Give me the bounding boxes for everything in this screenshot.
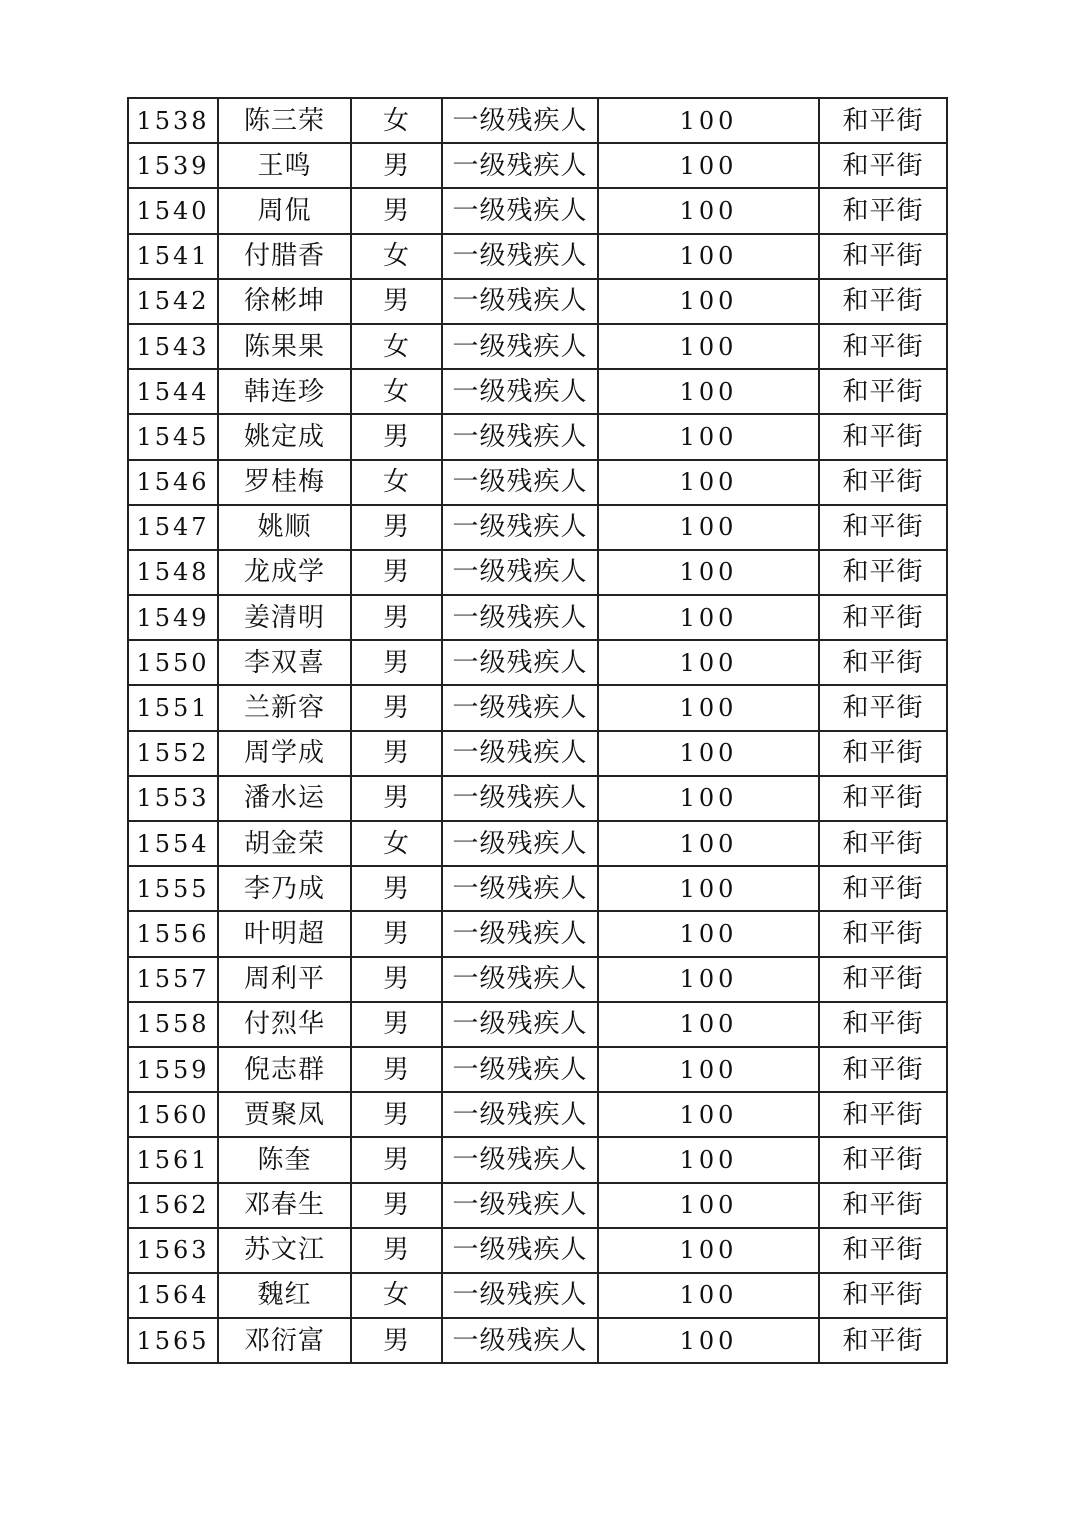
area-cell: 和平街 [819,1228,947,1273]
area-cell: 和平街 [819,1273,947,1318]
amount-cell: 100 [598,866,819,911]
name-cell: 陈奎 [218,1137,351,1182]
name-cell: 贾聚凤 [218,1092,351,1137]
gender-cell: 男 [351,414,442,459]
gender-cell: 男 [351,1002,442,1047]
gender-cell: 女 [351,1273,442,1318]
gender-cell: 女 [351,98,442,143]
area-cell: 和平街 [819,595,947,640]
disability-level-cell: 一级残疾人 [442,1092,598,1137]
disability-level-cell: 一级残疾人 [442,550,598,595]
name-cell: 付腊香 [218,234,351,279]
name-cell: 胡金荣 [218,821,351,866]
amount-cell: 100 [598,98,819,143]
gender-cell: 男 [351,1318,442,1363]
area-cell: 和平街 [819,685,947,730]
table-row [128,369,947,414]
gender-cell: 女 [351,324,442,369]
area-cell: 和平街 [819,188,947,233]
table-row [128,414,947,459]
table-row [128,460,947,505]
name-cell: 姚顺 [218,505,351,550]
amount-cell: 100 [598,1047,819,1092]
gender-cell: 男 [351,1228,442,1273]
area-cell: 和平街 [819,1183,947,1228]
amount-cell: 100 [598,234,819,279]
serial-number-cell: 1538 [128,98,218,143]
gender-cell: 男 [351,143,442,188]
serial-number-cell: 1551 [128,685,218,730]
table-row [128,550,947,595]
disability-level-cell: 一级残疾人 [442,595,598,640]
table-row [128,731,947,776]
table-row [128,505,947,550]
name-cell: 龙成学 [218,550,351,595]
disability-level-cell: 一级残疾人 [442,505,598,550]
amount-cell: 100 [598,369,819,414]
area-cell: 和平街 [819,866,947,911]
table-row [128,143,947,188]
disability-level-cell: 一级残疾人 [442,957,598,1002]
gender-cell: 男 [351,1047,442,1092]
disability-level-cell: 一级残疾人 [442,234,598,279]
gender-cell: 男 [351,1183,442,1228]
gender-cell: 男 [351,685,442,730]
name-cell: 罗桂梅 [218,460,351,505]
gender-cell: 男 [351,776,442,821]
gender-cell: 女 [351,234,442,279]
table-row [128,640,947,685]
disability-level-cell: 一级残疾人 [442,188,598,233]
name-cell: 李双喜 [218,640,351,685]
serial-number-cell: 1541 [128,234,218,279]
amount-cell: 100 [598,821,819,866]
amount-cell: 100 [598,1273,819,1318]
serial-number-cell: 1540 [128,188,218,233]
gender-cell: 男 [351,957,442,1002]
serial-number-cell: 1553 [128,776,218,821]
area-cell: 和平街 [819,821,947,866]
roster-table [127,97,948,1364]
name-cell: 苏文江 [218,1228,351,1273]
amount-cell: 100 [598,595,819,640]
table-row [128,1273,947,1318]
serial-number-cell: 1554 [128,821,218,866]
table-row [128,98,947,143]
area-cell: 和平街 [819,1002,947,1047]
area-cell: 和平街 [819,279,947,324]
name-cell: 潘水运 [218,776,351,821]
table-row [128,1137,947,1182]
disability-level-cell: 一级残疾人 [442,143,598,188]
table-row [128,685,947,730]
name-cell: 邓春生 [218,1183,351,1228]
name-cell: 周利平 [218,957,351,1002]
amount-cell: 100 [598,1318,819,1363]
name-cell: 韩连珍 [218,369,351,414]
gender-cell: 男 [351,1092,442,1137]
serial-number-cell: 1560 [128,1092,218,1137]
serial-number-cell: 1563 [128,1228,218,1273]
gender-cell: 男 [351,279,442,324]
amount-cell: 100 [598,640,819,685]
amount-cell: 100 [598,1092,819,1137]
table-row [128,866,947,911]
name-cell: 陈果果 [218,324,351,369]
serial-number-cell: 1552 [128,731,218,776]
area-cell: 和平街 [819,731,947,776]
area-cell: 和平街 [819,369,947,414]
disability-level-cell: 一级残疾人 [442,821,598,866]
name-cell: 付烈华 [218,1002,351,1047]
table-row [128,821,947,866]
disability-level-cell: 一级残疾人 [442,414,598,459]
serial-number-cell: 1564 [128,1273,218,1318]
gender-cell: 男 [351,595,442,640]
amount-cell: 100 [598,550,819,595]
name-cell: 魏红 [218,1273,351,1318]
amount-cell: 100 [598,1228,819,1273]
serial-number-cell: 1546 [128,460,218,505]
table-row [128,188,947,233]
disability-level-cell: 一级残疾人 [442,460,598,505]
name-cell: 徐彬坤 [218,279,351,324]
gender-cell: 女 [351,369,442,414]
amount-cell: 100 [598,957,819,1002]
gender-cell: 男 [351,550,442,595]
serial-number-cell: 1556 [128,911,218,956]
serial-number-cell: 1550 [128,640,218,685]
disability-level-cell: 一级残疾人 [442,1047,598,1092]
gender-cell: 男 [351,505,442,550]
area-cell: 和平街 [819,143,947,188]
name-cell: 姚定成 [218,414,351,459]
amount-cell: 100 [598,505,819,550]
gender-cell: 男 [351,640,442,685]
disability-level-cell: 一级残疾人 [442,1273,598,1318]
area-cell: 和平街 [819,776,947,821]
area-cell: 和平街 [819,1092,947,1137]
area-cell: 和平街 [819,911,947,956]
serial-number-cell: 1539 [128,143,218,188]
table-row [128,1047,947,1092]
disability-level-cell: 一级残疾人 [442,1318,598,1363]
serial-number-cell: 1565 [128,1318,218,1363]
area-cell: 和平街 [819,324,947,369]
area-cell: 和平街 [819,1318,947,1363]
table-row [128,324,947,369]
roster-table-body [128,98,947,1363]
disability-level-cell: 一级残疾人 [442,866,598,911]
name-cell: 李乃成 [218,866,351,911]
area-cell: 和平街 [819,414,947,459]
amount-cell: 100 [598,1137,819,1182]
serial-number-cell: 1544 [128,369,218,414]
gender-cell: 男 [351,866,442,911]
serial-number-cell: 1557 [128,957,218,1002]
area-cell: 和平街 [819,505,947,550]
name-cell: 周学成 [218,731,351,776]
serial-number-cell: 1542 [128,279,218,324]
gender-cell: 男 [351,911,442,956]
serial-number-cell: 1561 [128,1137,218,1182]
area-cell: 和平街 [819,234,947,279]
area-cell: 和平街 [819,1137,947,1182]
name-cell: 叶明超 [218,911,351,956]
disability-level-cell: 一级残疾人 [442,369,598,414]
amount-cell: 100 [598,414,819,459]
disability-level-cell: 一级残疾人 [442,98,598,143]
amount-cell: 100 [598,685,819,730]
table-row [128,279,947,324]
serial-number-cell: 1562 [128,1183,218,1228]
area-cell: 和平街 [819,460,947,505]
disability-level-cell: 一级残疾人 [442,1228,598,1273]
serial-number-cell: 1545 [128,414,218,459]
disability-level-cell: 一级残疾人 [442,324,598,369]
amount-cell: 100 [598,324,819,369]
amount-cell: 100 [598,279,819,324]
area-cell: 和平街 [819,98,947,143]
area-cell: 和平街 [819,957,947,1002]
table-row [128,1092,947,1137]
amount-cell: 100 [598,460,819,505]
amount-cell: 100 [598,776,819,821]
serial-number-cell: 1547 [128,505,218,550]
serial-number-cell: 1543 [128,324,218,369]
table-row [128,1002,947,1047]
table-row [128,1183,947,1228]
amount-cell: 100 [598,911,819,956]
name-cell: 王鸣 [218,143,351,188]
amount-cell: 100 [598,1183,819,1228]
amount-cell: 100 [598,188,819,233]
gender-cell: 男 [351,188,442,233]
table-row [128,595,947,640]
table-row [128,234,947,279]
serial-number-cell: 1548 [128,550,218,595]
gender-cell: 男 [351,1137,442,1182]
name-cell: 陈三荣 [218,98,351,143]
area-cell: 和平街 [819,640,947,685]
name-cell: 兰新容 [218,685,351,730]
disability-level-cell: 一级残疾人 [442,1183,598,1228]
amount-cell: 100 [598,731,819,776]
serial-number-cell: 1549 [128,595,218,640]
name-cell: 周侃 [218,188,351,233]
disability-level-cell: 一级残疾人 [442,911,598,956]
amount-cell: 100 [598,1002,819,1047]
amount-cell: 100 [598,143,819,188]
disability-level-cell: 一级残疾人 [442,1002,598,1047]
area-cell: 和平街 [819,1047,947,1092]
table-row [128,957,947,1002]
serial-number-cell: 1559 [128,1047,218,1092]
disability-level-cell: 一级残疾人 [442,776,598,821]
gender-cell: 女 [351,821,442,866]
table-row [128,1318,947,1363]
table-row [128,1228,947,1273]
name-cell: 姜清明 [218,595,351,640]
serial-number-cell: 1558 [128,1002,218,1047]
table-row [128,911,947,956]
name-cell: 邓衍富 [218,1318,351,1363]
disability-level-cell: 一级残疾人 [442,640,598,685]
disability-level-cell: 一级残疾人 [442,279,598,324]
name-cell: 倪志群 [218,1047,351,1092]
disability-level-cell: 一级残疾人 [442,685,598,730]
area-cell: 和平街 [819,550,947,595]
table-row [128,776,947,821]
disability-level-cell: 一级残疾人 [442,1137,598,1182]
gender-cell: 女 [351,460,442,505]
gender-cell: 男 [351,731,442,776]
disability-level-cell: 一级残疾人 [442,731,598,776]
serial-number-cell: 1555 [128,866,218,911]
